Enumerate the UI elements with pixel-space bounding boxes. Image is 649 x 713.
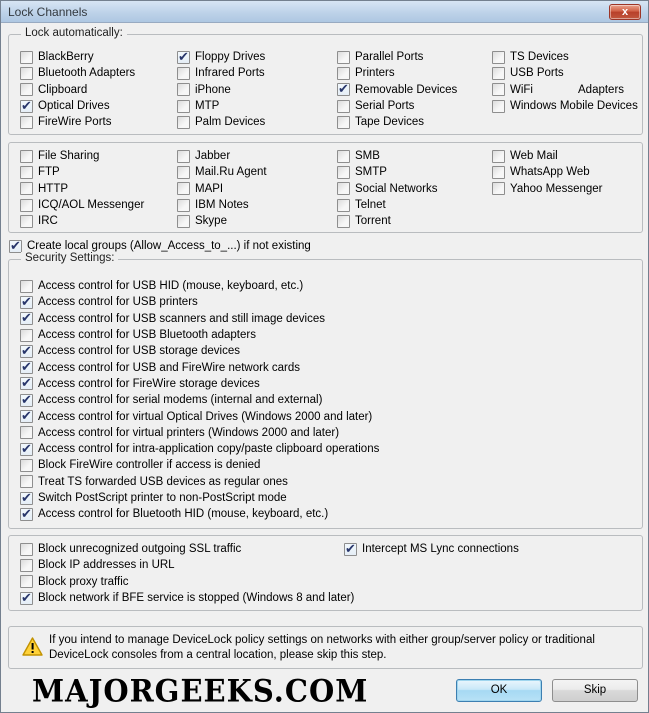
group-security-settings-label: Security Settings: xyxy=(21,252,118,264)
checkbox-row[interactable] xyxy=(177,49,337,65)
checkbox-label: Access control for serial modems (internal and external) xyxy=(38,394,323,407)
checkbox-label: Access control for FireWire storage devices xyxy=(38,377,260,390)
checkbox-row[interactable] xyxy=(20,343,638,359)
checkbox-row[interactable] xyxy=(20,557,638,573)
checkbox-row[interactable] xyxy=(492,65,638,81)
checkbox-row[interactable] xyxy=(20,82,177,98)
checkbox-label: Block IP addresses in URL xyxy=(38,559,175,572)
checkbox[interactable] xyxy=(20,280,33,293)
checkbox-label: IRC xyxy=(38,215,58,228)
checkbox[interactable] xyxy=(20,492,33,505)
security-settings-list xyxy=(20,278,638,522)
checkbox[interactable] xyxy=(20,296,33,309)
checkbox-row[interactable] xyxy=(177,98,337,114)
checkbox-label: Clipboard xyxy=(38,83,88,96)
checkbox[interactable] xyxy=(20,182,33,195)
checkbox-row[interactable] xyxy=(337,114,492,130)
checkbox[interactable] xyxy=(337,100,350,113)
checkbox-row[interactable] xyxy=(337,65,492,81)
checkbox-label: IBM Notes xyxy=(195,199,249,212)
checkbox-row[interactable] xyxy=(20,474,638,490)
lock-auto-col-3 xyxy=(337,49,492,130)
checkbox-label: Switch PostScript printer to non-PostScript mode xyxy=(38,492,287,504)
checkbox-label: Access control for USB storage devices xyxy=(38,345,240,358)
checkbox-row[interactable] xyxy=(177,197,337,213)
checkbox-label: HTTP xyxy=(38,182,69,195)
checkbox[interactable] xyxy=(20,166,33,179)
checkbox[interactable] xyxy=(20,150,33,163)
checkbox-row[interactable] xyxy=(177,181,337,197)
checkbox[interactable] xyxy=(492,51,505,64)
checkbox[interactable] xyxy=(177,166,190,179)
warning-icon xyxy=(22,637,43,656)
checkbox[interactable] xyxy=(20,312,33,325)
checkbox-row[interactable] xyxy=(20,541,638,557)
checkbox[interactable] xyxy=(20,543,33,556)
checkbox-label: Block network if BFE service is stopped (Windows 8 and later) xyxy=(38,592,355,605)
checkbox-row[interactable] xyxy=(20,49,177,65)
checkbox-row[interactable] xyxy=(177,164,337,180)
checkbox-label: iPhone xyxy=(195,83,231,96)
checkbox-label: Web Mail xyxy=(510,150,558,163)
checkbox-label: Floppy Drives xyxy=(195,51,266,64)
checkbox[interactable] xyxy=(177,150,190,163)
checkbox-label: Printers xyxy=(355,67,395,80)
checkbox-row[interactable] xyxy=(20,457,638,473)
checkbox[interactable] xyxy=(337,199,350,212)
checkbox-row[interactable] xyxy=(20,441,638,457)
checkbox-row[interactable] xyxy=(177,65,337,81)
checkbox-label: Access control for virtual printers (Windows 2000 and later) xyxy=(38,426,340,439)
skip-button[interactable]: Skip xyxy=(552,679,638,702)
checkbox-row[interactable] xyxy=(20,408,638,424)
checkbox-label: Access control for USB HID (mouse, keyboard, etc.) xyxy=(38,280,304,293)
network-settings-list xyxy=(20,541,638,606)
checkbox-row[interactable] xyxy=(20,392,638,408)
checkbox[interactable] xyxy=(344,543,357,556)
protocols-col-4 xyxy=(492,148,638,229)
checkbox-row[interactable] xyxy=(177,148,337,164)
checkbox-label: Removable Devices xyxy=(355,83,458,96)
checkbox[interactable] xyxy=(20,426,33,439)
checkbox-row[interactable] xyxy=(20,574,638,590)
checkbox[interactable] xyxy=(20,559,33,572)
checkbox-row[interactable] xyxy=(20,359,638,375)
checkbox[interactable] xyxy=(177,83,190,96)
checkbox-label: MAPI xyxy=(195,182,224,195)
checkbox-row[interactable] xyxy=(20,311,638,327)
checkbox-row[interactable] xyxy=(20,425,638,441)
checkbox-label: Intercept MS Lync connections xyxy=(362,543,519,556)
checkbox[interactable] xyxy=(337,215,350,228)
checkbox-row[interactable] xyxy=(492,164,638,180)
checkbox[interactable] xyxy=(20,329,33,342)
checkbox[interactable] xyxy=(20,199,33,212)
checkbox-label: Access control for virtual Optical Drives (Windows 2000 and later) xyxy=(38,410,373,423)
checkbox-row[interactable] xyxy=(20,506,638,522)
group-lock-automatically-label: Lock automatically: xyxy=(21,27,127,39)
protocols-col-1 xyxy=(20,148,177,229)
checkbox-row[interactable] xyxy=(20,65,177,81)
checkbox-label: SMTP xyxy=(355,166,387,179)
checkbox-row[interactable] xyxy=(20,294,638,310)
checkbox[interactable] xyxy=(20,361,33,374)
checkbox[interactable] xyxy=(20,592,33,605)
checkbox[interactable] xyxy=(20,377,33,390)
protocols-columns xyxy=(20,148,638,229)
checkbox-row[interactable] xyxy=(492,148,638,164)
checkbox[interactable] xyxy=(337,116,350,129)
checkbox[interactable] xyxy=(337,67,350,80)
checkbox-row[interactable] xyxy=(20,164,177,180)
checkbox-label: FireWire Ports xyxy=(38,116,112,129)
checkbox-label: Access control for USB scanners and still image devices xyxy=(38,312,325,325)
checkbox[interactable] xyxy=(492,100,505,113)
checkbox-row[interactable] xyxy=(337,82,492,98)
checkbox[interactable] xyxy=(20,508,33,521)
protocols-col-2 xyxy=(177,148,337,229)
checkbox-label: Skype xyxy=(195,215,227,228)
checkbox-label: Treat TS forwarded USB devices as regular ones xyxy=(38,475,288,488)
checkbox-row[interactable] xyxy=(177,114,337,130)
group-lock-automatically xyxy=(8,27,643,135)
checkbox-label: Block proxy traffic xyxy=(38,575,129,588)
checkbox-row[interactable] xyxy=(337,197,492,213)
checkbox-label: Access control for USB Bluetooth adapters xyxy=(38,329,256,342)
checkbox-row[interactable] xyxy=(492,49,638,65)
checkbox-label: Jabber xyxy=(195,150,231,163)
title-bar[interactable] xyxy=(1,1,648,23)
checkbox[interactable] xyxy=(20,83,33,96)
checkbox[interactable] xyxy=(492,150,505,163)
checkbox[interactable] xyxy=(177,51,190,64)
checkbox[interactable] xyxy=(177,116,190,129)
lock-auto-columns xyxy=(20,49,638,130)
checkbox-row[interactable] xyxy=(337,148,492,164)
checkbox[interactable] xyxy=(177,199,190,212)
checkbox-row[interactable] xyxy=(20,181,177,197)
checkbox[interactable] xyxy=(337,182,350,195)
checkbox-label: WiFi xyxy=(510,83,533,96)
checkbox[interactable] xyxy=(492,166,505,179)
checkbox[interactable] xyxy=(20,410,33,423)
lock-auto-col-1 xyxy=(20,49,177,130)
group-protocols xyxy=(8,142,643,233)
checkbox-row[interactable] xyxy=(492,98,638,114)
checkbox-label: Access control for intra-application copy/paste clipboard operations xyxy=(38,443,380,456)
checkbox-label: Access control for USB printers xyxy=(38,296,198,309)
checkbox[interactable] xyxy=(492,67,505,80)
checkbox-row[interactable] xyxy=(177,213,337,229)
ok-button[interactable]: OK xyxy=(456,679,542,702)
checkbox[interactable] xyxy=(20,67,33,80)
checkbox-label: Tape Devices xyxy=(355,116,425,129)
checkbox-row[interactable] xyxy=(20,590,638,606)
checkbox-label: USB Ports xyxy=(510,67,564,80)
checkbox-label: Mail.Ru Agent xyxy=(195,166,267,179)
checkbox-label: Create local groups (Allow_Access_to_...) if not existing xyxy=(27,240,311,253)
checkbox-label: MTP xyxy=(195,100,220,113)
checkbox-label: Social Networks xyxy=(355,182,438,195)
checkbox[interactable] xyxy=(337,51,350,64)
checkbox-label: Palm Devices xyxy=(195,116,266,129)
checkbox-label: WhatsApp Web xyxy=(510,166,590,179)
checkbox-row[interactable] xyxy=(20,213,177,229)
checkbox-label: TS Devices xyxy=(510,51,569,64)
checkbox-row[interactable] xyxy=(337,98,492,114)
checkbox[interactable] xyxy=(20,459,33,472)
checkbox-label: Telnet xyxy=(355,199,386,212)
checkbox-row[interactable] xyxy=(20,327,638,343)
checkbox-label: Optical Drives xyxy=(38,100,110,113)
close-icon[interactable]: x xyxy=(609,4,641,20)
checkbox-label: Infrared Ports xyxy=(195,67,265,80)
checkbox-label: Block FireWire controller if access is denied xyxy=(38,459,261,472)
checkbox-row[interactable] xyxy=(20,197,177,213)
protocols-col-3 xyxy=(337,148,492,229)
checkbox-row[interactable] xyxy=(20,490,638,506)
checkbox-label: Access control for Bluetooth HID (mouse, keyboard, etc.) xyxy=(38,508,329,521)
checkbox-label: Block unrecognized outgoing SSL traffic xyxy=(38,543,242,556)
group-network-settings xyxy=(8,535,643,611)
checkbox[interactable] xyxy=(20,345,33,358)
window-title: Lock Channels xyxy=(8,4,88,19)
checkbox[interactable] xyxy=(9,240,22,253)
checkbox-row[interactable] xyxy=(337,164,492,180)
checkbox[interactable] xyxy=(177,182,190,195)
checkbox-label: SMB xyxy=(355,150,380,163)
checkbox-row[interactable] xyxy=(20,114,177,130)
checkbox[interactable] xyxy=(492,182,505,195)
checkbox-label-2: Adapters xyxy=(578,83,625,96)
checkbox[interactable] xyxy=(20,100,33,113)
checkbox-row[interactable] xyxy=(492,181,638,197)
checkbox-row[interactable] xyxy=(177,82,337,98)
majorgeeks-watermark: MAJORGEEKS.COM xyxy=(32,673,369,709)
checkbox-label: File Sharing xyxy=(38,150,100,163)
checkbox-label: Parallel Ports xyxy=(355,51,424,64)
checkbox[interactable] xyxy=(20,215,33,228)
checkbox[interactable] xyxy=(20,51,33,64)
checkbox-row[interactable] xyxy=(20,376,638,392)
checkbox[interactable] xyxy=(20,475,33,488)
checkbox-row[interactable] xyxy=(337,213,492,229)
checkbox-row[interactable] xyxy=(337,49,492,65)
checkbox-label: Torrent xyxy=(355,215,391,228)
checkbox-row[interactable] xyxy=(20,148,177,164)
checkbox[interactable] xyxy=(337,166,350,179)
checkbox-label: Access control for USB and FireWire network cards xyxy=(38,361,301,374)
warning-box xyxy=(8,626,643,669)
checkbox[interactable] xyxy=(492,83,505,96)
checkbox[interactable] xyxy=(337,150,350,163)
checkbox-row[interactable] xyxy=(337,181,492,197)
intercept-ms-lync-checkbox-row[interactable] xyxy=(344,541,519,557)
lock-auto-col-2 xyxy=(177,49,337,130)
checkbox-label: ICQ/AOL Messenger xyxy=(38,199,145,212)
lock-auto-col-4 xyxy=(492,49,638,130)
checkbox-label: BlackBerry xyxy=(38,51,94,64)
checkbox-label: Bluetooth Adapters xyxy=(38,67,136,80)
checkbox-label: Yahoo Messenger xyxy=(510,182,603,195)
checkbox[interactable] xyxy=(20,443,33,456)
checkbox[interactable] xyxy=(337,83,350,96)
checkbox[interactable] xyxy=(177,215,190,228)
checkbox-label: Serial Ports xyxy=(355,100,415,113)
checkbox-label: FTP xyxy=(38,166,60,179)
checkbox[interactable] xyxy=(20,394,33,407)
checkbox[interactable] xyxy=(177,100,190,113)
group-security-settings xyxy=(8,252,643,529)
checkbox-row[interactable] xyxy=(20,278,638,294)
checkbox[interactable] xyxy=(177,67,190,80)
checkbox[interactable] xyxy=(20,575,33,588)
checkbox[interactable] xyxy=(20,116,33,129)
warning-text: If you intend to manage DeviceLock policy settings on networks with either group/server policy or traditional DeviceLock consoles from a central location, please skip this step. xyxy=(49,634,595,661)
checkbox-row[interactable] xyxy=(20,98,177,114)
checkbox-row[interactable] xyxy=(492,82,638,98)
checkbox-label: Windows Mobile Devices xyxy=(510,100,638,113)
